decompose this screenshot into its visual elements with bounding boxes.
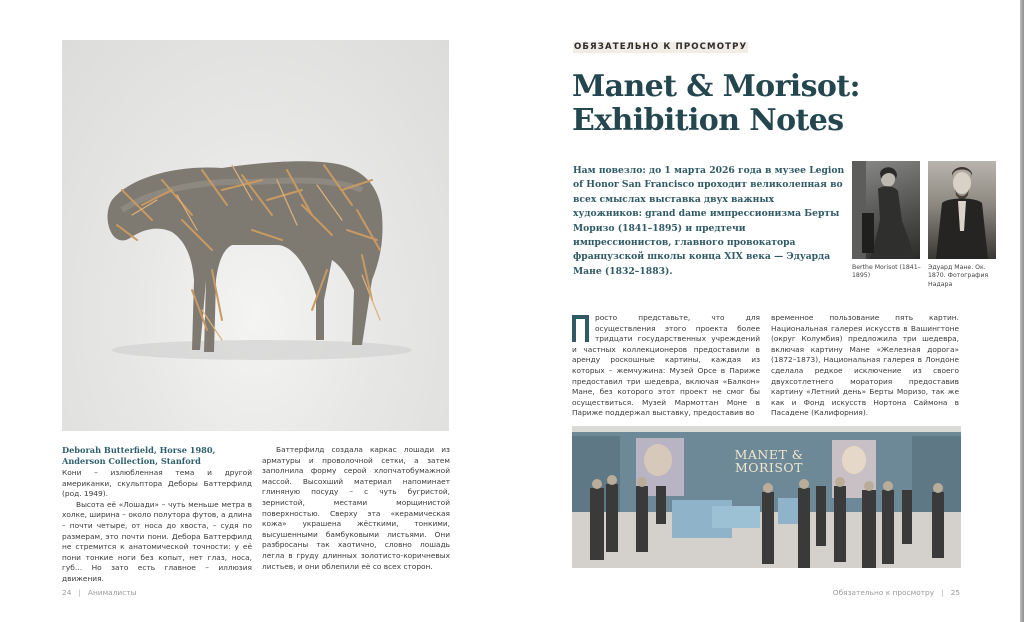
footer-separator: | (941, 588, 944, 597)
lead-paragraph: Нам повезло: до 1 марта 2026 года в музее Legion of Honor San Francisco проходит великолепная во всех смыслах выставка двух важных художников: grand dame импрессионизма Берты Моризо (1841–1895) и предтечи импрессионистов, главного провокатора французской школы конца XIX века — Эдуарда Мане (1832–1883). (573, 165, 845, 277)
manet-portrait-photo (928, 161, 996, 259)
section-name: Обязательно к просмотру (832, 588, 935, 597)
photo-caption-title: Deborah Butterfield, Horse 1980, Anderson Collection, Stanford (62, 445, 216, 466)
right-column-1 (572, 313, 760, 419)
left-column-2 (262, 445, 450, 572)
exhibition-wall-title (724, 448, 814, 474)
morisot-portrait-caption: Berthe Morisot (1841–1895) (852, 264, 921, 280)
section-kicker: ОБЯЗАТЕЛЬНО К ПРОСМОТРУ (574, 42, 748, 52)
horse-sculpture-image (62, 40, 449, 431)
footer-separator: | (78, 588, 81, 597)
paragraph: росто представьте, что для осуществления этого проекта более тридцати государственных учреждений и частных коллекционеров предоставили в аренду роскошные картины, каждая из которых – жемчужина: Музей Орсе в Париже предоставил три шедевра, включая «Балкон» Мане, без которого этот проект не смог бы осуществиться. Музей Мармоттан Моне в Париже поддержал выставку, предоставив во (572, 313, 760, 418)
paragraph: Высота её «Лошади» – чуть меньше метра в холке, ширина – около полутора футов, а длина – почти четыре, от носа до хвоста, – судя по размерам, это почти пони. Дебора Баттерфилд не стремится к анатомической точности: у её пони тонкие ноги без копыт, нет глаз, носа, губ… Но зато есть главное – иллюзия движения. (62, 499, 252, 583)
article-title (572, 70, 962, 138)
paragraph: Кони – излюбленная тема и другой американки, скульптора Деборы Баттерфилд (род. 1949). (62, 468, 252, 499)
morisot-portrait-photo (852, 161, 920, 259)
paragraph: Баттерфилд создала каркас лошади из арматуры и проволочной сетки, а затем заполнила форму серой хлопчатобумажной массой. Высохший материал напоминает глиняную посуду – с чуть бугристой, зернистой, местами морщинистой поверхностью. Сверху эта «керамическая кожа» украшена жёсткими, тонкими, высушенными бамбуковыми листьями. Они разбросаны так хаотично, словно лошадь легла в груду длинных золотисто-коричневых листьев, и они облепили её со всех сторон. (262, 445, 450, 571)
wall-text-line-1: MANET & (734, 447, 804, 462)
right-page-footer (833, 588, 960, 598)
wall-text-line-2: MORISOT (734, 460, 804, 475)
horse-sculpture-photo (62, 40, 449, 431)
manet-portrait-caption: Эдуард Мане. Ок. 1870. Фотография Надара (928, 264, 989, 288)
exhibition-gallery-photo (572, 426, 961, 568)
title-line-1: Manet & Morisot: (572, 69, 861, 104)
section-name: Анималисты (87, 588, 137, 597)
left-page-footer (62, 588, 136, 598)
left-column-1 (62, 468, 252, 585)
paragraph: временное пользование пять картин. Национальная галерея искусств в Вашингтоне (округ Колумбия) предложила три шедевра, включая картину Мане «Железная дорога» (1872–1873), Национальная галерея в Лондоне сделала редкое исключение из своего двухсотлетнего моратория предоставив картину «Летний день» Берты Моризо, так же как и Фонд искусств Нортона Саймона в Пасадене (Калифорния). (771, 313, 959, 418)
right-column-2 (771, 313, 959, 419)
title-line-2: Exhibition Notes (572, 103, 844, 138)
page-number: 24 (62, 588, 72, 597)
drop-cap (572, 315, 589, 342)
page-edge-shadow (1020, 0, 1024, 622)
page-number: 25 (950, 588, 960, 597)
